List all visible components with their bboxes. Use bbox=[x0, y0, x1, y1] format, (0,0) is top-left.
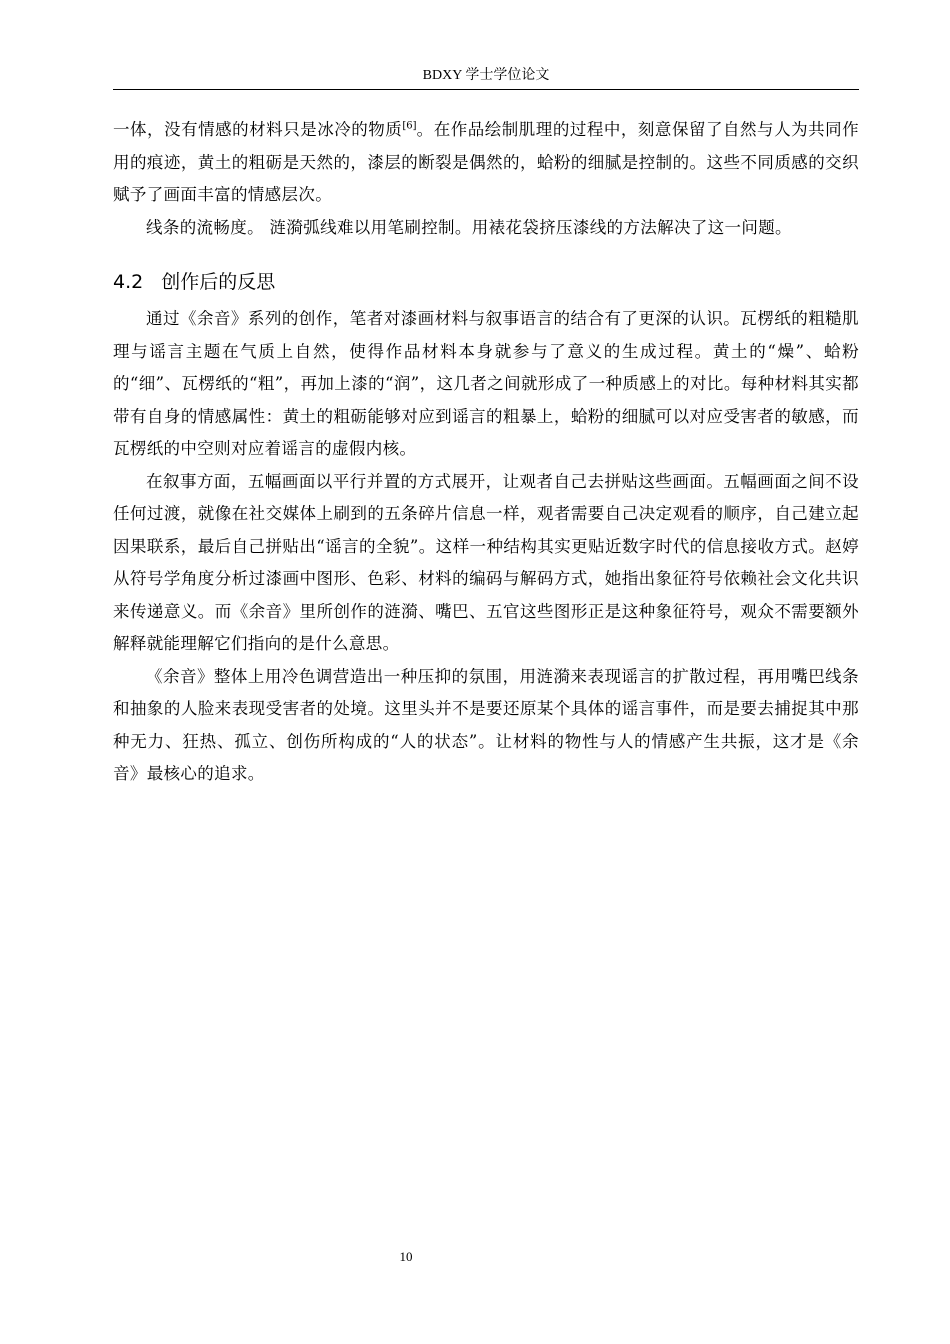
page-number: 10 bbox=[399, 1249, 413, 1264]
paragraph-text: 一体，没有情感的材料只是冰冷的物质 bbox=[113, 120, 403, 139]
citation-marker[interactable]: [6] bbox=[402, 120, 417, 132]
running-header: BDXY 学士学位论文 bbox=[422, 68, 550, 83]
section-title: 创作后的反思 bbox=[161, 271, 276, 293]
paragraph-line-fluency: 线条的流畅度。 涟漪弧线难以用笔刷控制。用裱花袋挤压漆线的方法解决了这一问题。 bbox=[146, 217, 792, 237]
section-number: 4.2 bbox=[113, 271, 144, 293]
paragraph-reflection-summary: 《余音》整体上用冷色调营造出一种压抑的氛围，用涟漪来表现谣言的扩散过程，再用嘴巴线条和抽象的人脸来表现受害者的处境。这里头并不是要还原某个具体的谣言事件，而是要去捕捉其中那种无力、狂热、孤立、创伤所构成的“人的状态”。让材料的物性与人的情感产生共振，这才是《余音》最核心的追求。 bbox=[113, 666, 859, 783]
paragraph-reflection-narrative: 在叙事方面，五幅画面以平行并置的方式展开，让观者自己去拼贴这些画面。五幅画面之间不设任何过渡，就像在社交媒体上刷到的五条碎片信息一样，观者需要自己决定观看的顺序，自己建立起因果联系，最后自己拼贴出“谣言的全貌”。这样一种结构其实更贴近数字时代的信息接收方式。赵婷从符号学角度分析过漆画中图形、色彩、材料的编码与解码方式，她指出象征符号依赖社会文化共识来传递意义。而《余音》里所创作的涟漪、嘴巴、五官这些图形正是这种象征符号，观众不需要额外解释就能理解它们指向的是什么意思。 bbox=[113, 471, 859, 653]
paragraph-reflection-materials: 通过《余音》系列的创作，笔者对漆画材料与叙事语言的结合有了更深的认识。瓦楞纸的粗糙肌理与谣言主题在气质上自然，使得作品材料本身就参与了意义的生成过程。黄土的“燥”、蛤粉的“细”、瓦楞纸的“粗”，再加上漆的“润”，这几者之间就形成了一种质感上的对比。每种材料其实都带有自身的情感属性：黄土的粗砺能够对应到谣言的粗暴上，蛤粉的细腻可以对应受害者的敏感，而瓦楞纸的中空则对应着谣言的虚假内核。 bbox=[113, 309, 859, 458]
section-heading bbox=[113, 266, 859, 298]
paragraph-text: 。在作品绘制肌理的过程中，刻意保留了自然与人为共同作用的痕迹，黄土的粗砺是天然的，漆层的断裂是偶然的，蛤粉的细腻是控制的。这些不同质感的交织赋予了画面丰富的情感层次。 bbox=[113, 120, 859, 204]
header-rule bbox=[113, 89, 859, 90]
paragraph-continuation bbox=[113, 114, 859, 212]
body-text bbox=[113, 114, 859, 791]
